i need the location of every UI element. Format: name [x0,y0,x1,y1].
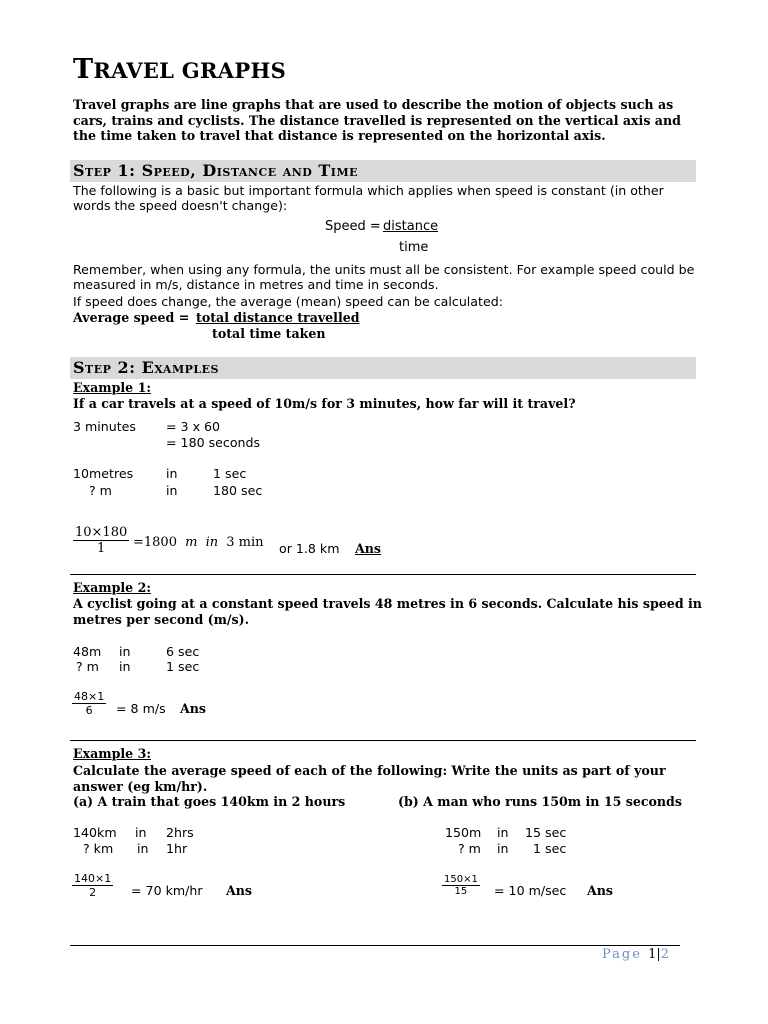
average-speed-label: Average speed = [73,310,190,325]
ex3b-fraction-denominator: 15 [454,886,468,897]
average-speed-numerator: total distance travelled [196,310,360,325]
example1-label: Example 1: [73,380,151,395]
ex1-ratio-1a: 10metres [73,466,134,481]
ex3a-ratio-1c: 2hrs [166,825,194,840]
ex1-result-in: in [205,535,219,550]
ex3b-ratio-2a: ? m [458,841,481,856]
page-total: 2 [660,947,672,962]
ex1-result-value: =1800 [133,535,177,550]
page-current: 1 [648,947,657,962]
example3-question: Calculate the average speed of each of the following: Write the units as part of your answer (eg km/hr). [73,763,666,794]
ex1-alt-answer: or 1.8 km [279,541,340,556]
step1-heading: Step 1: Speed, Distance and Time [73,161,359,180]
example3-part-a: (a) A train that goes 140km in 2 hours [73,794,346,809]
divider-2 [70,740,696,741]
ex2-ratio-2b: in [119,659,131,674]
ex3a-fraction-numerator: 140×1 [74,872,112,885]
speed-formula-label: Speed = [325,219,381,234]
ex1-result-unit: m [185,535,198,550]
average-speed-denominator: total time taken [212,326,326,341]
ex1-ratio-2a: ? m [89,483,112,498]
ex1-ans-label: Ans [355,541,382,556]
ex1-result-time: 3 min [226,535,264,550]
ex1-fraction [73,525,129,556]
ex3a-result: = 70 km/hr [131,883,203,898]
footer-divider [70,945,680,946]
ex2-ratio-1a: 48m [73,644,102,659]
step1-paragraph-3: If speed does change, the average (mean) speed can be calculated: [73,294,503,309]
ex2-fraction-numerator: 48×1 [74,690,105,703]
ex2-result: = 8 m/s [116,701,166,716]
ex2-fraction [72,690,106,717]
ex3a-ratio-2a: ? km [83,841,114,856]
page-number [602,947,671,962]
ex2-ans-label: Ans [180,701,207,716]
ex1-ratio-1b: in [166,466,178,481]
ex1-ratio-2b: in [166,483,178,498]
ex1-ratio-2c: 180 sec [213,483,263,498]
step1-heading-bar [70,160,696,182]
ex1-work-1b: = 3 x 60 [166,419,221,434]
ex3b-fraction-numerator: 150×1 [444,874,478,885]
title-rest: RAVEL GRAPHS [93,58,287,83]
ex3a-ratio-2b: in [137,841,149,856]
ex2-ratio-2c: 1 sec [166,659,200,674]
step1-paragraph-1: The following is a basic but important formula which applies when speed is constant (in other words the speed doesn't change): [73,183,664,214]
ex3a-ratio-1b: in [135,825,147,840]
step2-heading-bar [70,357,696,379]
speed-formula-denominator: time [399,240,429,255]
ex3a-ratio-1a: 140km [73,825,117,840]
step1-paragraph-2: Remember, when using any formula, the units must all be consistent. For example speed could be measured in m/s, distance in metres and time in seconds. [73,262,695,293]
divider-1 [70,574,696,575]
ex3b-ratio-2c: 1 sec [533,841,567,856]
ex3b-ratio-1b: in [497,825,509,840]
speed-formula-numerator: distance [383,219,439,234]
ex3a-fraction [72,872,113,899]
example1-question: If a car travels at a speed of 10m/s for 3 minutes, how far will it travel? [73,396,576,411]
step2-heading: Step 2: Examples [73,358,219,377]
ex3b-fraction [442,874,480,897]
ex1-ratio-1c: 1 sec [213,466,247,481]
ex2-ratio-1c: 6 sec [166,644,200,659]
ex3a-ans-label: Ans [226,883,253,898]
ex1-result [133,535,264,550]
ex1-work-1a: 3 minutes [73,419,136,434]
example3-label: Example 3: [73,746,151,761]
ex3b-result: = 10 m/sec [494,883,567,898]
page-title [73,54,286,85]
example2-question: A cyclist going at a constant speed travels 48 metres in 6 seconds. Calculate his speed in metres per second (m/s). [73,596,702,627]
page-separator: | [656,947,661,962]
ex1-fraction-numerator: 10×180 [75,525,128,540]
ex2-ratio-1b: in [119,644,131,659]
ex3b-ratio-1c: 15 sec [525,825,567,840]
ex1-work-2b: = 180 seconds [166,435,261,450]
ex3a-ratio-2c: 1hr [166,841,188,856]
ex3a-fraction-denominator: 2 [89,886,97,899]
title-initial: T [73,54,94,85]
ex3b-ratio-1a: 150m [445,825,482,840]
ex3b-ans-label: Ans [587,883,614,898]
page-word: Page [602,947,642,962]
ex2-fraction-denominator: 6 [85,704,93,717]
ex3b-ratio-2b: in [497,841,509,856]
example2-label: Example 2: [73,580,151,595]
example3-part-b: (b) A man who runs 150m in 15 seconds [398,794,682,809]
ex1-fraction-denominator: 1 [96,541,106,556]
ex2-ratio-2a: ? m [76,659,99,674]
intro-paragraph: Travel graphs are line graphs that are used to describe the motion of objects such as cars, trains and cyclists. The distance travelled is represented on the vertical axis and the time taken to travel that distance is represented on the horizontal axis. [73,97,681,144]
